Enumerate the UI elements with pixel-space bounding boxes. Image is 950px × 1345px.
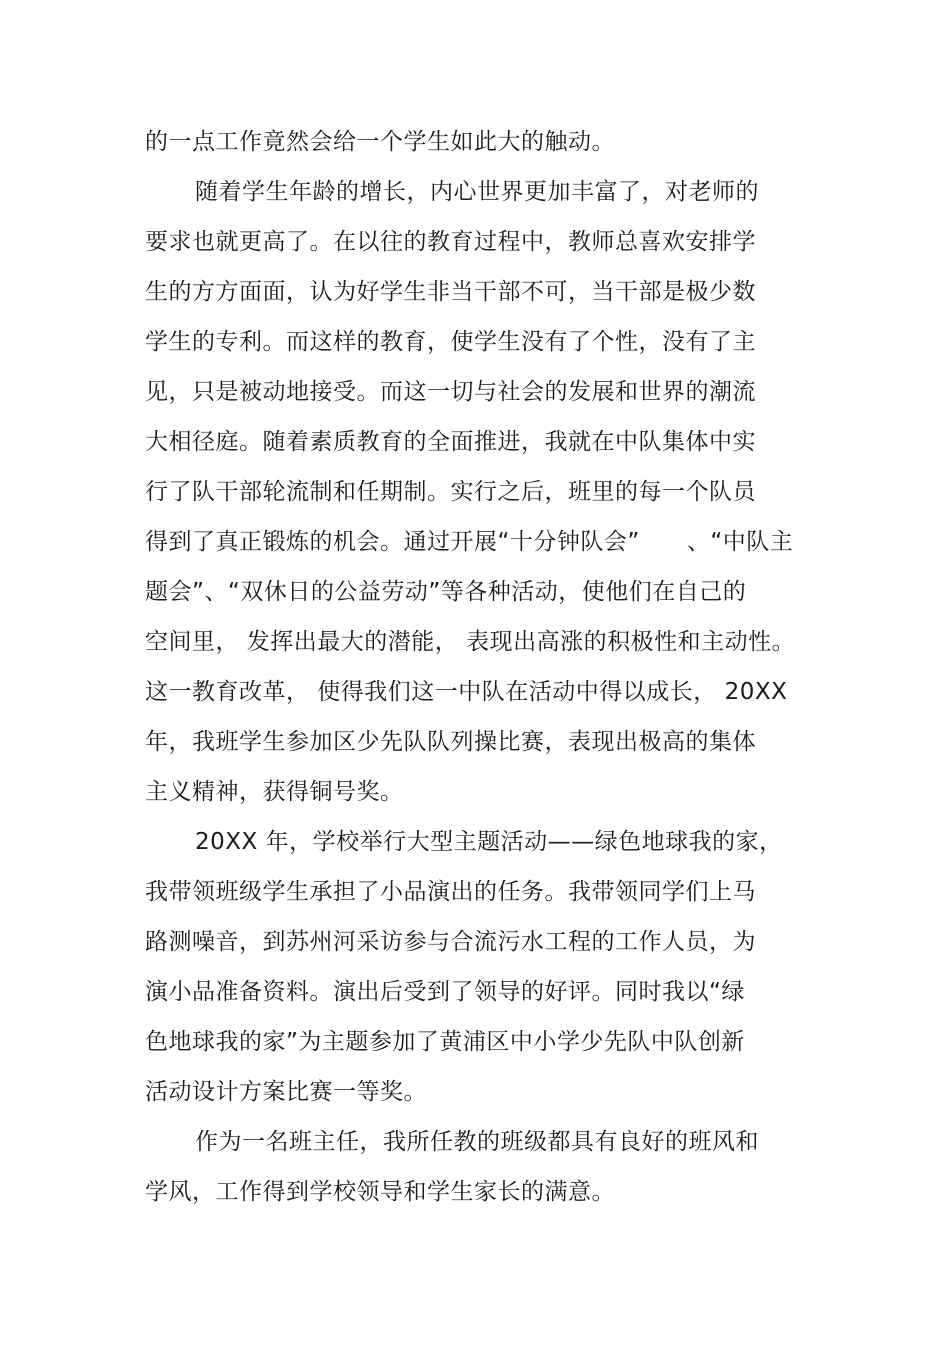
text-line: 空间里， 发挥出最大的潜能， 表现出高涨的积极性和主动性。 (145, 629, 796, 655)
paragraph-start-line: 随着学生年龄的增长，内心世界更加丰富了，对老师的 (195, 179, 759, 205)
text-line: 行了队干部轮流制和任期制。实行之后，班里的每一个队员 (145, 479, 756, 505)
text-line: 得到了真正锻炼的机会。通过开展“十分钟队会” 、“中队主 (145, 529, 794, 555)
text-line: 我带领班级学生承担了小品演出的任务。我带领同学们上马 (145, 879, 756, 905)
text-line: 题会”、“双休日的公益劳动”等各种活动，使他们在自己的 (145, 579, 747, 605)
text-line: 大相径庭。随着素质教育的全面推进，我就在中队集体中实 (145, 429, 756, 455)
text-line: 学风，工作得到学校领导和学生家长的满意。 (145, 1179, 615, 1205)
paragraph-start-line: 20XX 年，学校举行大型主题活动——绿色地球我的家， (195, 829, 783, 855)
text-line: 见，只是被动地接受。而这一切与社会的发展和世界的潮流 (145, 379, 756, 405)
text-line: 生的方方面面，认为好学生非当干部不可，当干部是极少数 (145, 279, 756, 305)
text-line: 活动设计方案比赛一等奖。 (145, 1079, 427, 1105)
paragraph-start-line: 作为一名班主任，我所任教的班级都具有良好的班风和 (195, 1129, 759, 1155)
text-line: 这一教育改革， 使得我们这一中队在活动中得以成长， 20XX (145, 679, 788, 705)
text-line: 的一点工作竟然会给一个学生如此大的触动。 (145, 129, 615, 155)
text-line: 路测噪音，到苏州河采访参与合流污水工程的工作人员，为 (145, 929, 756, 955)
text-line: 色地球我的家”为主题参加了黄浦区中小学少先队中队创新 (145, 1029, 745, 1055)
text-line: 年，我班学生参加区少先队队列操比赛，表现出极高的集体 (145, 729, 756, 755)
text-line: 主义精神，获得铜号奖。 (145, 779, 404, 805)
text-line: 学生的专利。而这样的教育，使学生没有了个性，没有了主 (145, 329, 756, 355)
text-line: 要求也就更高了。在以往的教育过程中，教师总喜欢安排学 (145, 229, 756, 255)
text-line: 演小品准备资料。演出后受到了领导的好评。同时我以“绿 (145, 979, 745, 1005)
